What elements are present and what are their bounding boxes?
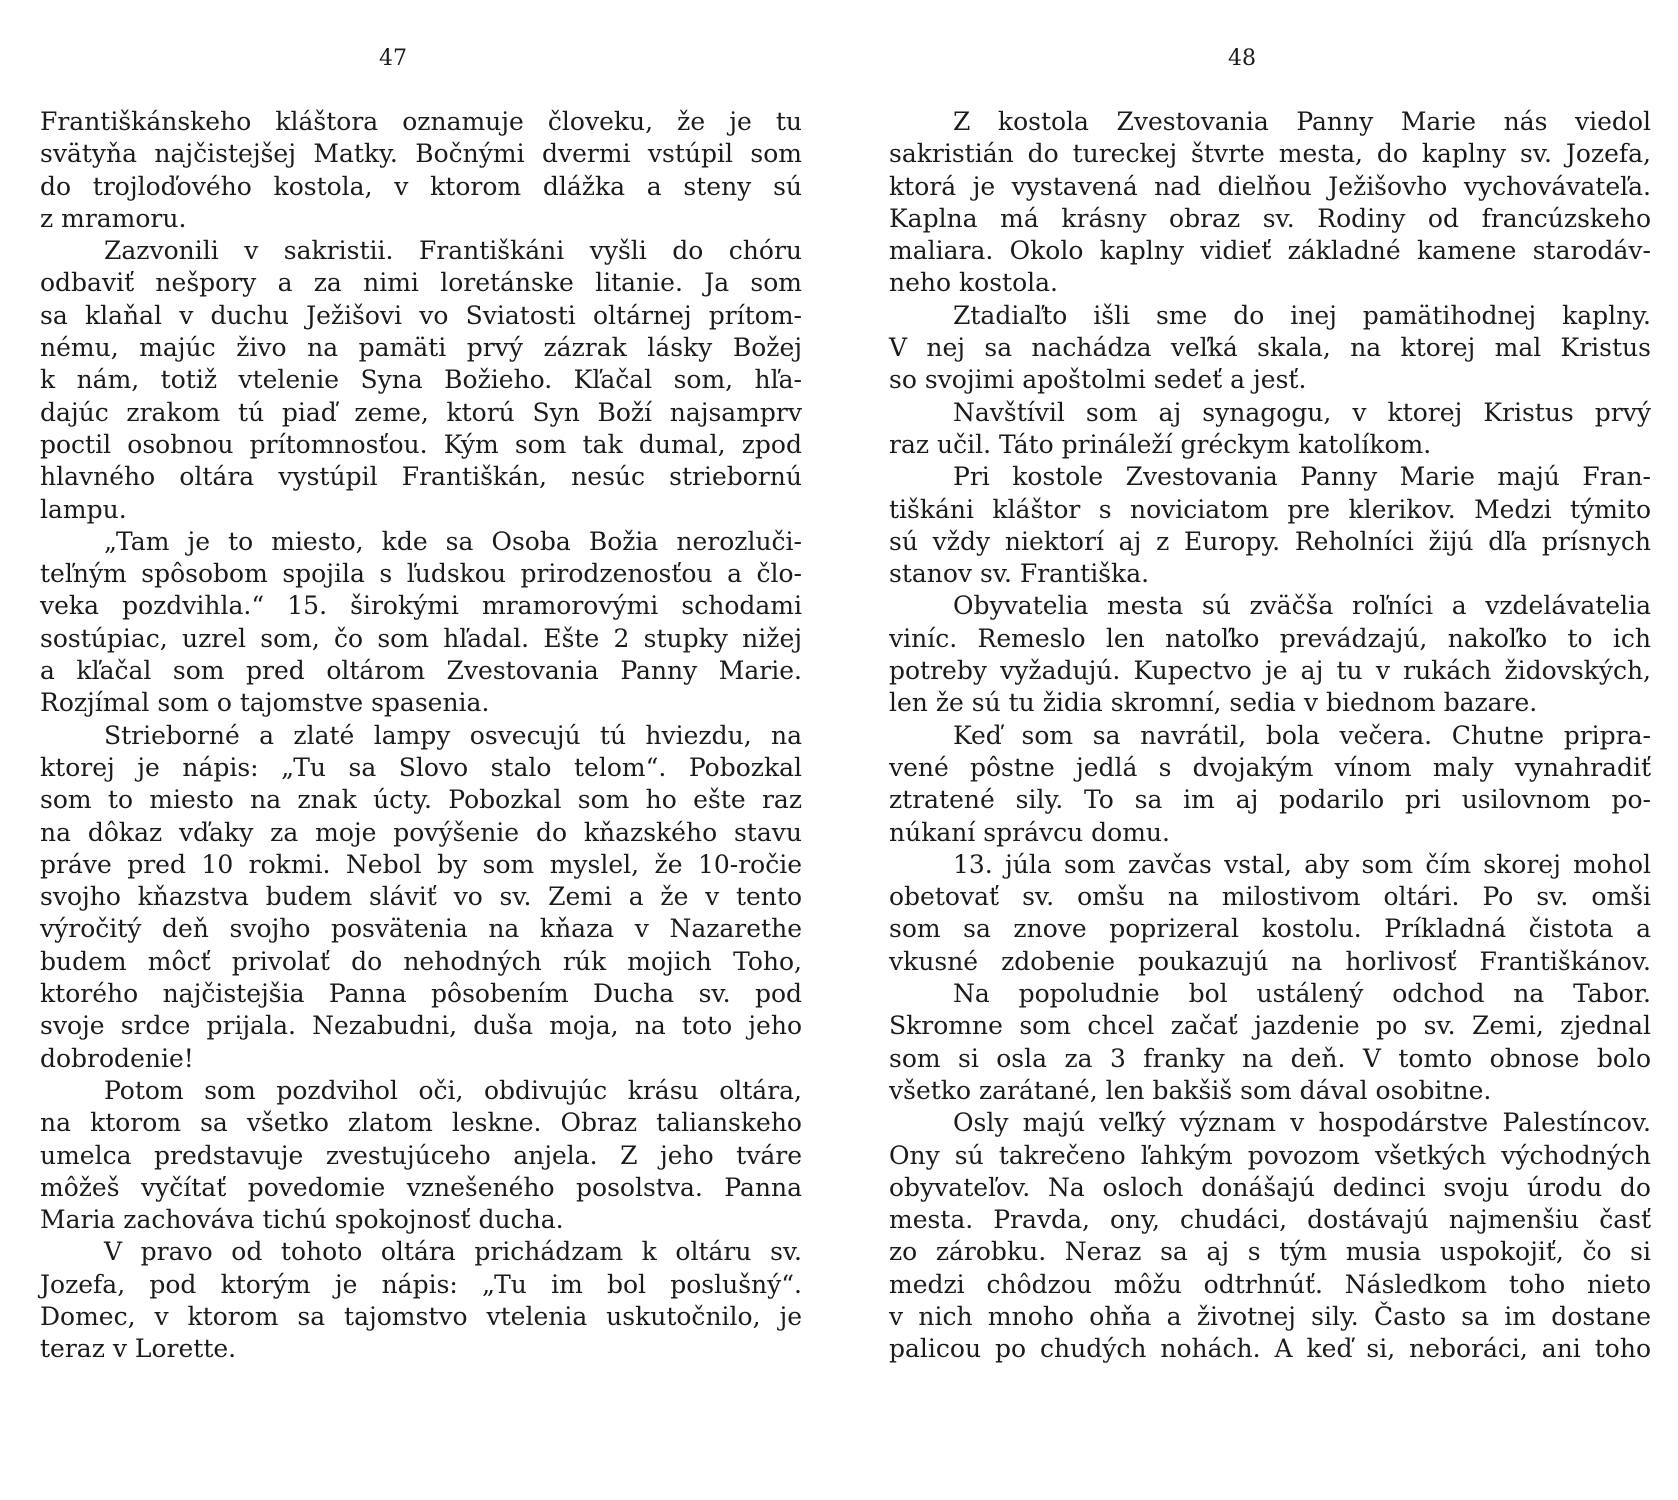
text-line: budem môcť privolať do nehodných rúk mojich Toho, xyxy=(40,946,802,976)
text-line: raz učil. Táto prináleží gréckym katolíkom. xyxy=(889,429,1432,459)
text-line: Rozjímal som o tajomstve spasenia. xyxy=(40,688,490,718)
text-line: stanov sv. Františka. xyxy=(889,559,1150,589)
text-line: hlavného oltára vystúpil Františkán, nesúc striebornú xyxy=(40,462,802,492)
text-line: som sa znove poprizeral kostolu. Príkladná čistota a xyxy=(889,914,1651,944)
text-line: z mramoru. xyxy=(40,203,187,233)
text-line: vené pôstne jedlá s dvojakým vínom maly vynahradiť xyxy=(889,752,1651,782)
body-text xyxy=(40,106,802,1366)
text-line: k nám, totiž vtelenie Syna Božieho. Kľačal som, hľa- xyxy=(40,365,802,395)
text-line: Strieborné a zlaté lampy osvecujú tú hviezdu, na xyxy=(104,720,802,750)
text-line: sú vždy niektorí aj z Europy. Reholníci žijú dľa prísnych xyxy=(889,526,1651,556)
text-line: na ktorom sa všetko zlatom leskne. Obraz talianskeho xyxy=(40,1108,802,1138)
text-line: som to miesto na znak úcty. Pobozkal som ho ešte raz xyxy=(40,785,802,815)
text-line: neho kostola. xyxy=(889,268,1058,298)
left-page xyxy=(40,0,802,1500)
text-line: núkaní správcu domu. xyxy=(889,817,1170,847)
text-line: Domec, v ktorom sa tajomstvo vtelenia uskutočnilo, je xyxy=(40,1301,802,1331)
text-line: Navštívil som aj synagogu, v ktorej Kristus prvý xyxy=(953,397,1651,427)
text-line: výročitý deň svojho posvätenia na kňaza v Nazarethe xyxy=(40,914,802,944)
text-line: práve pred 10 rokmi. Nebol by som myslel, že 10-ročie xyxy=(40,849,802,879)
text-line: obetovať sv. omšu na milostivom oltári. Po sv. omši xyxy=(889,882,1651,912)
text-line: Potom som pozdvihol oči, obdivujúc krásu oltára, xyxy=(104,1075,802,1105)
text-line: odbaviť nešpory a za nimi loretánske litanie. Ja som xyxy=(40,268,802,298)
text-line: Zazvonili v sakristii. Františkáni vyšli do chóru xyxy=(104,236,802,266)
text-line: na dôkaz vďaky za moje povýšenie do kňazského stavu xyxy=(40,817,802,847)
text-line: Františkánskeho kláštora oznamuje človeku, že je tu xyxy=(40,107,802,136)
text-line: Pri kostole Zvestovania Panny Marie majú Fran- xyxy=(953,462,1651,492)
text-line: obyvateľov. Na osloch donášajú dedinci svoju úrodu do xyxy=(889,1172,1651,1202)
text-line: ztratené sily. To sa im aj podarilo pri usilovnom po- xyxy=(889,785,1651,815)
text-line: sostúpiac, uzrel som, čo som hľadal. Ešte 2 stupky nižej xyxy=(40,623,802,653)
text-line: Jozefa, pod ktorým je nápis: „Tu im bol poslušný“. xyxy=(40,1269,802,1299)
text-line: tiškáni kláštor s noviciatom pre klerikov. Medzi týmito xyxy=(889,494,1651,524)
text-line: Obyvatelia mesta sú zväčša roľníci a vzdelávatelia xyxy=(953,591,1651,621)
text-line: Na popoludnie bol ustálený odchod na Tabor. xyxy=(953,979,1651,1009)
text-line: všetko zarátané, len bakšiš som dával osobitne. xyxy=(889,1075,1492,1105)
page-number: 48 xyxy=(1228,46,1256,71)
text-line: do trojloďového kostola, v ktorom dlážka a steny sú xyxy=(40,171,802,201)
text-line: som si osla za 3 franky na deň. V tomto obnose bolo xyxy=(889,1043,1651,1073)
text-line: 13. júla som zavčas vstal, aby som čím skorej mohol xyxy=(953,849,1651,879)
text-line: mesta. Pravda, ony, chudáci, dostávajú najmenšiu časť xyxy=(889,1205,1651,1235)
page-number: 47 xyxy=(379,46,407,71)
text-line: a kľačal som pred oltárom Zvestovania Panny Marie. xyxy=(40,656,802,686)
text-line: Osly majú veľký význam v hospodárstve Palestíncov. xyxy=(953,1108,1651,1138)
text-line: dobrodenie! xyxy=(40,1043,194,1073)
right-page xyxy=(889,0,1651,1500)
text-line: dajúc zrakom tú piaď zeme, ktorú Syn Boží najsamprv xyxy=(40,397,802,427)
text-line: Keď som sa navrátil, bola večera. Chutne pripra- xyxy=(953,720,1651,750)
text-line: maliara. Okolo kaplny vidieť základné kamene starodáv- xyxy=(889,236,1651,266)
text-line: len že sú tu židia skromní, sedia v biednom bazare. xyxy=(889,688,1538,718)
text-line: teraz v Lorette. xyxy=(40,1334,237,1364)
text-line: veka pozdvihla.“ 15. širokými mramorovými schodami xyxy=(40,591,802,621)
text-line: „Tam je to miesto, kde sa Osoba Božia nerozluči- xyxy=(104,526,802,556)
text-line: sa klaňal v duchu Ježišovi vo Sviatosti oltárnej prítom- xyxy=(40,300,802,330)
text-line: Kaplna má krásny obraz sv. Rodiny od francúzskeho xyxy=(889,203,1651,233)
text-line: umelca predstavuje zvestujúceho anjela. Z jeho tváre xyxy=(40,1140,802,1170)
text-line: svoje srdce prijala. Nezabudni, duša moja, na toto jeho xyxy=(40,1011,802,1041)
text-line: ktorá je vystavená nad dielňou Ježišovho vychovávateľa. xyxy=(889,171,1651,201)
text-line: poctil osobnou prítomnosťou. Kým som tak dumal, zpod xyxy=(40,429,802,459)
text-line: Z kostola Zvestovania Panny Marie nás viedol xyxy=(953,107,1651,136)
text-line: so svojimi apoštolmi sedeť a jesť. xyxy=(889,365,1307,395)
body-text xyxy=(889,106,1651,1366)
text-line: v nich mnoho ohňa a životnej sily. Často sa im dostane xyxy=(889,1301,1651,1331)
text-line: svätyňa najčistejšej Matky. Bočnými dvermi vstúpil som xyxy=(40,139,802,169)
text-line: V nej sa nachádza veľká skala, na ktorej mal Kristus xyxy=(889,333,1651,363)
text-line: Maria zachováva tichú spokojnosť ducha. xyxy=(40,1205,564,1235)
text-line: teľným spôsobom spojila s ľudskou prirodzenosťou a člo- xyxy=(40,559,802,589)
text-line: medzi chôdzou môžu odtrhnúť. Následkom toho nieto xyxy=(889,1269,1651,1299)
text-line: Ony sú takrečeno ľahkým povozom všetkých východných xyxy=(889,1140,1651,1170)
text-line: zo zárobku. Neraz sa aj s tým musia uspokojiť, čo si xyxy=(889,1237,1651,1267)
text-line: vkusné zdobenie poukazujú na horlivosť Františkánov. xyxy=(889,946,1651,976)
text-line: ktorého najčistejšia Panna pôsobením Ducha sv. pod xyxy=(40,979,802,1009)
text-line: palicou po chudých nohách. A keď si, neboráci, ani toho xyxy=(889,1334,1651,1364)
text-line: svojho kňazstva budem sláviť vo sv. Zemi a že v tento xyxy=(40,882,802,912)
text-line: ktorej je nápis: „Tu sa Slovo stalo telom“. Pobozkal xyxy=(40,752,802,782)
text-line: lampu. xyxy=(40,494,127,524)
text-line: môžeš vyčítať povedomie vznešeného posolstva. Panna xyxy=(40,1172,802,1202)
text-line: Ztadiaľto išli sme do inej pamätihodnej kaplny. xyxy=(953,300,1651,330)
text-line: V pravo od tohoto oltára prichádzam k oltáru sv. xyxy=(104,1237,802,1267)
text-line: sakristián do tureckej štvrte mesta, do kaplny sv. Jozefa, xyxy=(889,139,1651,169)
text-line: Skromne som chcel začať jazdenie po sv. Zemi, zjednal xyxy=(889,1011,1651,1041)
text-line: potreby vyžadujú. Kupectvo je aj tu v rukách židovských, xyxy=(889,656,1651,686)
text-line: viníc. Remeslo len natoľko prevádzajú, nakoľko to ich xyxy=(889,623,1651,653)
text-line: nému, majúc živo na pamäti prvý zázrak lásky Božej xyxy=(40,333,802,363)
